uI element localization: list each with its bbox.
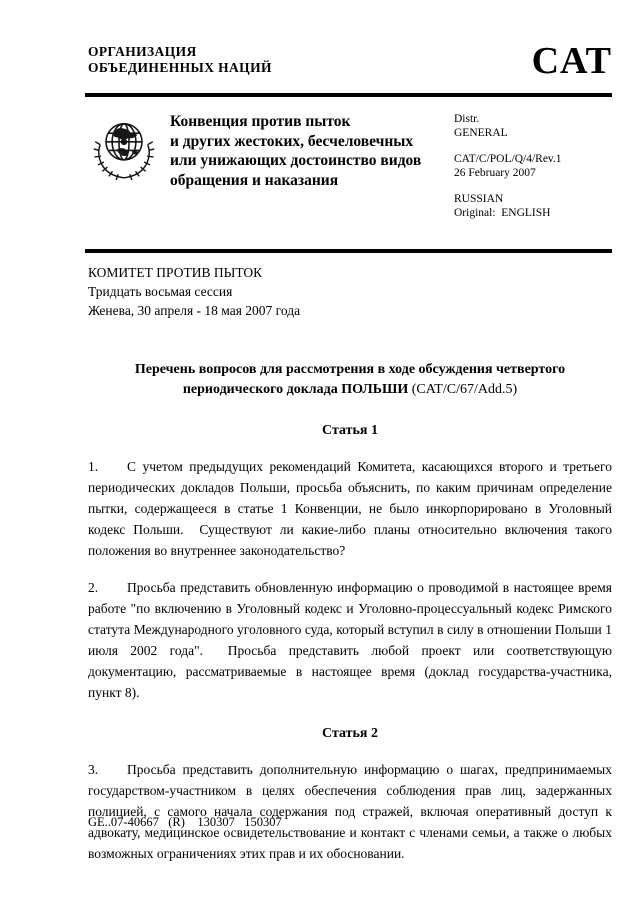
org-name-line1: ОРГАНИЗАЦИЯ bbox=[88, 44, 197, 59]
paragraph-2 bbox=[88, 577, 616, 703]
convention-title-line: Конвенция против пыток bbox=[170, 113, 351, 130]
un-emblem-icon bbox=[88, 110, 162, 232]
document-title-ref: (CAT/C/67/Add.5) bbox=[408, 382, 518, 397]
distr-group bbox=[454, 112, 612, 140]
masthead-rule bbox=[85, 249, 612, 253]
language-group bbox=[454, 192, 612, 220]
paragraph-3 bbox=[88, 759, 616, 864]
distr-label: Distr. bbox=[454, 113, 480, 125]
footer-reference: GE..07-40667 (R) 130307 150307 bbox=[88, 815, 282, 829]
distribution-info bbox=[454, 110, 612, 232]
session-number: Тридцать восьмая сессия bbox=[88, 284, 233, 299]
doc-code: CAT bbox=[531, 40, 612, 82]
document-title bbox=[113, 360, 587, 400]
session-block bbox=[88, 263, 612, 320]
doc-date: 26 February 2007 bbox=[454, 167, 536, 179]
paragraph-text: С учетом предыдущих рекомендаций Комитета, касающихся второго и третьего периодических докладов Польши, просьба объяснить, по каким причинам определение пытки, содержащееся в статье 1 Конвенции, не было инкорпорировано в Уголовный кодекс Польши. Существуют ли какие-либо планы относительно включения такого положения во внутреннее законодательство? bbox=[88, 459, 616, 558]
convention-title bbox=[170, 110, 448, 232]
convention-title-line: и других жестоких, бесчеловечных bbox=[170, 132, 414, 150]
paragraph-number: 1. bbox=[88, 459, 99, 474]
committee-name: КОМИТЕТ ПРОТИВ ПЫТОК bbox=[88, 265, 263, 280]
original-language: Original: ENGLISH bbox=[454, 207, 551, 219]
masthead bbox=[88, 110, 612, 232]
paragraph-text: Просьба представить дополнительную информацию о шагах, предпринимаемых государством-участником в целях обеспечения соблюдения прав лиц, задержанных полицией, с самого начала содержания под стражей, включая оперативный доступ к адвокату, медицинское освидетельствование и контакт с членами семьи, а также о любых возможных ограничениях этих прав и их обосновании. bbox=[88, 762, 616, 861]
symbol-group bbox=[454, 152, 612, 180]
session-venue: Женева, 30 апреля - 18 мая 2007 года bbox=[88, 303, 301, 318]
paragraph-number: 2. bbox=[88, 580, 99, 595]
convention-title-line: или унижающих достоинство видов bbox=[170, 152, 422, 169]
section-heading-article-2: Статья 2 bbox=[322, 726, 378, 741]
document-title-text: Перечень вопросов для рассмотрения в ходе обсуждения четвертого периодического доклада ПОЛЬШИ bbox=[134, 362, 566, 397]
page-header bbox=[88, 40, 612, 82]
doc-symbol: CAT/C/POL/Q/4/Rev.1 bbox=[454, 153, 562, 165]
section-heading-article-1: Статья 1 bbox=[322, 423, 378, 438]
distr-value: GENERAL bbox=[454, 127, 508, 139]
header-rule bbox=[85, 93, 612, 97]
language: RUSSIAN bbox=[454, 193, 504, 205]
org-name-line2: ОБЪЕДИНЕННЫХ НАЦИЙ bbox=[88, 59, 272, 75]
org-name bbox=[88, 44, 272, 75]
convention-title-line: обращения и наказания bbox=[170, 171, 339, 189]
paragraph-number: 3. bbox=[88, 762, 99, 777]
paragraph-text: Просьба представить обновленную информацию о проводимой в настоящее время работе "по включению в Уголовный кодекс и Уголовно-процессуальный кодекс Римского статута Международного уголовного суда, который вступил в силу в отношении Польши 1 июля 2002 года". Просьба представить любой проект или соответствующую документацию, рассматриваемые в настоящее время (доклад государства-участника, пункт 8). bbox=[88, 580, 616, 700]
paragraph-1 bbox=[88, 456, 616, 561]
